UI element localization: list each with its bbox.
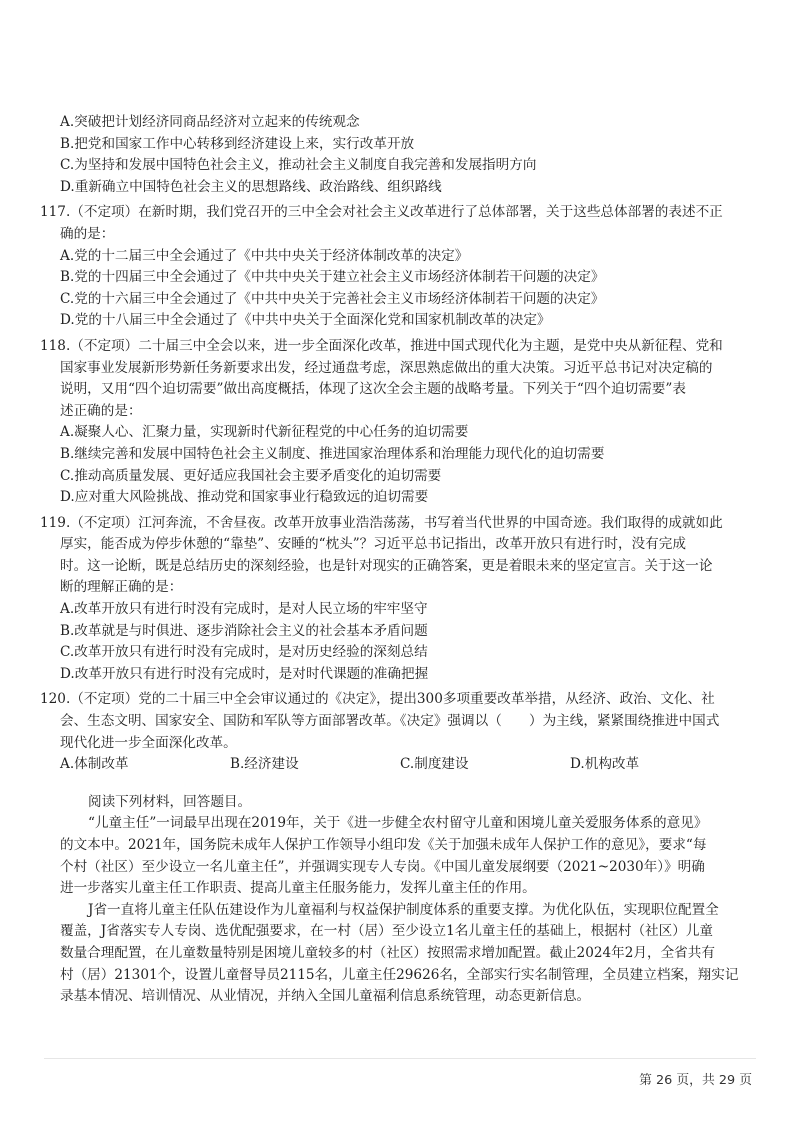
question-118-stem-line-1: 118.（不定项）二十届三中全会以来，进一步全面深化改革，推进中国式现代化为主题，是党中央从新征程、党和: [40, 337, 723, 354]
q119-option-b: B.改革就是与时俱进、逐步消除社会主义的社会基本矛盾问题: [60, 622, 428, 639]
material-para2-line-2: 覆盖，J省落实专人专岗、选优配强要求，在一村（居）至少设立1名儿童主任的基础上，根据村（社区）儿童: [60, 923, 714, 940]
q116-options: [40, 112, 760, 198]
question-117: [40, 202, 760, 332]
q118-option-d: D.应对重大风险挑战、推动党和国家事业行稳致远的迫切需要: [60, 489, 429, 506]
q120-options: [40, 754, 760, 776]
question-120-stem-line-2: 会、生态文明、国家安全、国防和军队等方面部署改革。《决定》强调以（ ）为主线，紧紧围绕推进中国式: [60, 713, 720, 730]
q119-option-d: D.改革开放只有进行时没有完成时，是对时代课题的准确把握: [60, 665, 429, 682]
material-para1-line-3: 个村（社区）至少设立一名儿童主任”，并强调实现专人专岗。《中国儿童发展纲要（2021~2030年）》明确: [60, 858, 705, 875]
material-para1-line-2: 的文本中。2021年，国务院未成年人保护工作领导小组印发《关于加强未成年人保护工作的意见》，要求“每: [60, 837, 707, 853]
material-para2-line-3: 数量合理配置，在儿童数量特别是困境儿童较多的村（社区）按照需求增加配置。截止2024年2月，全省共有: [60, 944, 715, 961]
q117-option-d: D.党的十八届三中全会通过了《中共中央关于全面深化党和国家机制改革的决定》: [60, 312, 551, 329]
q118-option-a: A.凝聚人心、汇聚力量，实现新时代新征程党的中心任务的迫切需要: [60, 424, 469, 441]
question-120-stem-line-3: 现代化进一步全面深化改革。: [60, 734, 237, 751]
question-120-stem-line-1: 120.（不定项）党的二十届三中全会审议通过的《决定》，提出300多项重要改革举措，从经济、政治、文化、社: [40, 691, 715, 708]
question-119-stem-line-2: 厚实，能否成为停步休憩的“靠垫”、安睡的“枕头”？习近平总书记指出，改革开放只有进行时，没有完成: [60, 536, 686, 553]
question-120: [40, 689, 760, 775]
q116-option-b: B.把党和国家工作中心转移到经济建设上来，实行改革开放: [60, 135, 415, 152]
page-number: 第 26 页，共 29 页: [639, 1073, 752, 1088]
material-para1-line-1: “儿童主任”一词最早出现在2019年，关于《进一步健全农村留守儿童和困境儿童关爱服务体系的意见》: [88, 815, 708, 832]
material-para2-line-1: J省一直将儿童主任队伍建设作为儿童福利与权益保护制度体系的重要支撑。为优化队伍，实现职位配置全: [88, 901, 719, 918]
q117-option-b: B.党的十四届三中全会通过了《中共中央关于建立社会主义市场经济体制若干问题的决定》: [60, 269, 605, 286]
q118-option-c: C.推动高质量发展、更好适应我国社会主要矛盾变化的迫切需要: [60, 467, 442, 484]
footer-divider: [44, 1058, 756, 1059]
material-para1-line-4: 进一步落实儿童主任工作职责、提高儿童主任服务能力，发挥儿童主任的作用。: [60, 880, 536, 897]
question-119-stem-line-4: 断的理解正确的是：: [60, 579, 183, 596]
page-content: [40, 112, 760, 1008]
question-119-stem-line-1: 119.（不定项）江河奔流，不舍昼夜。改革开放事业浩浩荡荡，书写着当代世界的中国奇迹。我们取得的成就如此: [40, 514, 723, 531]
question-117-stem-line-1: 117.（不定项）在新时期，我们党召开的三中全会对社会主义改革进行了总体部署，关于这些总体部署的表述不正: [40, 204, 723, 221]
q116-option-c: C.为坚持和发展中国特色社会主义，推动社会主义制度自我完善和发展指明方向: [60, 157, 537, 174]
material-para2-line-4: 村（居）21301个，设置儿童督导员2115名，儿童主任29626名，全部实行实名制管理，全员建立档案，翔实记: [60, 966, 739, 983]
material-intro: 阅读下列材料，回答题目。: [88, 793, 252, 810]
question-119-stem-line-3: 时。这一论断，既是总结历史的深刻经验，也是针对现实的正确答案，更是着眼未来的坚定宣言。关于这一论: [60, 557, 713, 574]
q116-option-d: D.重新确立中国特色社会主义的思想路线、政治路线、组织路线: [60, 178, 442, 195]
q120-option-c: C.制度建设: [400, 756, 469, 773]
q119-option-a: A.改革开放只有进行时没有完成时，是对人民立场的牢牢坚守: [60, 601, 428, 618]
q117-option-c: C.党的十六届三中全会通过了《中共中央关于完善社会主义市场经济体制若干问题的决定》: [60, 290, 605, 307]
question-118-stem-line-2: 国家事业发展新形势新任务新要求出发，经过通盘考虑，深思熟虑做出的重大决策。习近平总书记对决定稿的: [60, 359, 713, 376]
q118-option-b: B.继续完善和发展中国特色社会主义制度、推进国家治理体系和治理能力现代化的迫切需要: [60, 445, 605, 462]
question-118: [40, 336, 760, 509]
question-119: [40, 513, 760, 686]
reading-material: [40, 792, 760, 1008]
question-117-stem-line-2: 确的是：: [60, 225, 115, 242]
q117-option-a: A.党的十二届三中全会通过了《中共中央关于经济体制改革的决定》: [60, 247, 469, 264]
q120-option-d: D.机构改革: [570, 756, 640, 773]
q120-option-a: A.体制改革: [60, 756, 129, 773]
q120-option-b: B.经济建设: [230, 756, 299, 773]
material-para2-line-5: 录基本情况、培训情况、从业情况，并纳入全国儿童福利信息系统管理，动态更新信息。: [60, 988, 591, 1005]
q116-option-a: A.突破把计划经济同商品经济对立起来的传统观念: [60, 114, 360, 130]
q119-option-c: C.改革开放只有进行时没有完成时，是对历史经验的深刻总结: [60, 644, 428, 661]
question-118-stem-line-4: 述正确的是：: [60, 402, 142, 419]
question-118-stem-line-3: 说明，又用“四个迫切需要”做出高度概括，体现了这次全会主题的战略考量。下列关于“四个迫切需要”表: [60, 381, 686, 398]
